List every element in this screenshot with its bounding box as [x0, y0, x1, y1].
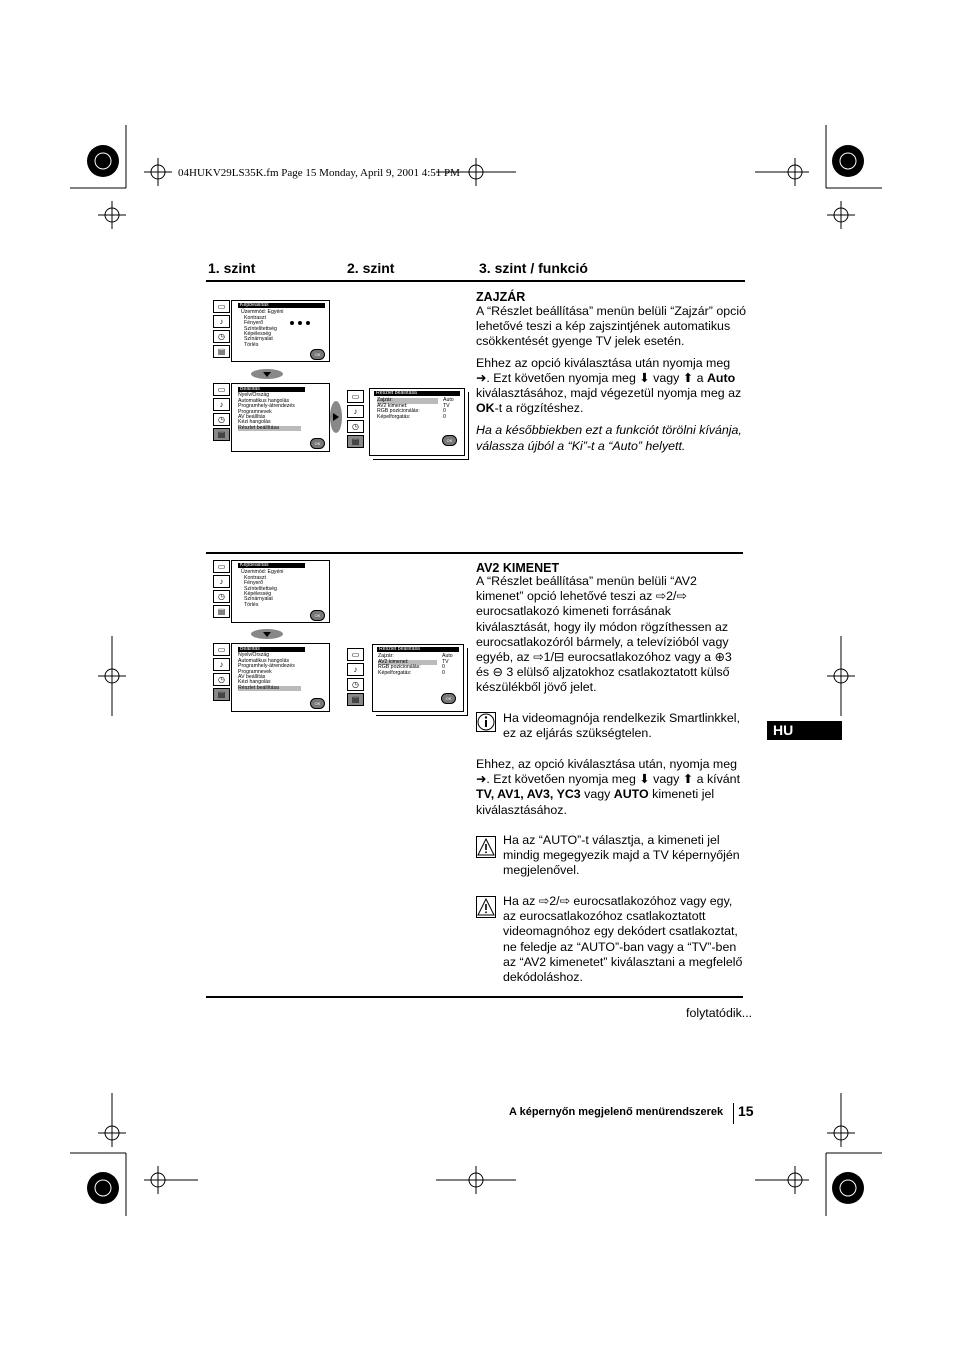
setup-icon: ▤	[347, 435, 364, 448]
menu-item: Üzemmód: Egyéni	[241, 309, 284, 316]
footer-section: A képernyőn megjelenő menürendszerek	[509, 1106, 724, 1118]
menu-item: AV beállítás	[238, 414, 266, 421]
detail-item-rgb: RGB pozicionálás: 0	[377, 408, 446, 415]
menu-item: Automatikus hangolás	[238, 657, 290, 664]
ok-button-icon: OK	[442, 435, 457, 446]
detail-item-rgb: RGB pozicionálás: 0	[378, 664, 445, 671]
detail-menu-screen	[372, 644, 464, 712]
warning-icon	[476, 896, 496, 916]
menu-item: Üzemmód: Egyéni	[241, 569, 284, 576]
file-info-header: 04HUKV29LS35K.fm Page 15 Monday, April 9, 2001 4:51 PM	[178, 167, 460, 179]
sound-icon: ♪	[213, 398, 230, 411]
setup-menu-title: Beállítás	[238, 647, 305, 652]
starburst-top-left	[87, 145, 119, 177]
right-arrow-icon: ➜	[476, 370, 487, 385]
ok-button-icon: OK	[441, 693, 456, 704]
zajzar-p1: A “Részlet beállítása” menün belüli “Zajzár” opció lehetővé teszi a kép zajszintjének automatikus csökkentését gyenge TV jelek esetén.	[476, 304, 746, 349]
slider-bars	[290, 321, 310, 325]
svideo-in-icon: ⊖	[492, 665, 503, 680]
menu-icon-column	[213, 300, 230, 360]
rule-middle	[206, 552, 743, 554]
picture-icon: ▭	[213, 560, 230, 573]
down-arrow-icon	[250, 368, 284, 380]
menu-item: Kontraszt	[244, 314, 266, 321]
setup-icon: ▤	[347, 693, 364, 706]
menu-item: Programnevek	[238, 408, 272, 415]
detail-item-rotation: Képelforgatás: 0	[377, 413, 446, 420]
ok-button-icon: OK	[310, 438, 325, 449]
setup-menu-screen	[231, 643, 330, 712]
scart-rgb-icon: ⊟	[553, 650, 565, 665]
menu-item: Kézi hangolás	[238, 679, 271, 686]
setup-icon: ▤	[213, 688, 230, 701]
menu-item: Programhely-átrendezés	[238, 663, 295, 670]
setup-menu-screen	[231, 383, 330, 452]
picture-menu-title: Képbeállítás	[238, 303, 325, 308]
setup-menu-title: Beállítás	[238, 387, 305, 392]
detail-item-rotation: Képelforgatás: 0	[378, 669, 445, 676]
video-in-icon: ⊕	[714, 650, 725, 665]
starburst-top-right	[832, 145, 864, 177]
detail-menu-title: Részlet beállítása	[374, 391, 460, 396]
sound-icon: ♪	[213, 575, 230, 588]
ok-button-icon: OK	[310, 698, 325, 709]
warning-icon	[476, 836, 496, 856]
menu-item: Kézi hangolás	[238, 419, 271, 426]
av2-body	[476, 574, 744, 702]
picture-menu-title: Képbeállítás	[238, 563, 305, 568]
detail-item-av2: AV2 kimenet: TV	[378, 658, 449, 665]
picture-menu-screen	[231, 560, 330, 623]
menu-item: Képélesség	[244, 331, 272, 338]
setup-icon: ▤	[213, 428, 230, 441]
sound-icon: ♪	[347, 663, 364, 676]
menu-item: Programhely-átrendezés	[238, 403, 295, 410]
detail-item-noise: Zajzár: Auto	[378, 653, 453, 660]
av2-p2: Ehhez, az opció kiválasztása után, nyomja meg ➜. Ezt követően nyomja meg ⬇ vagy ⬆ a kívánt TV, AV1, AV3, YC3 vagy AUTO kimeneti jel kiválasztásához.	[476, 757, 741, 817]
picture-icon: ▭	[347, 648, 364, 661]
menu-item: Képélesség	[244, 591, 272, 598]
av2-title: AV2 KIMENET	[476, 561, 560, 575]
timer-icon: ◷	[213, 590, 230, 603]
column-level3: 3. szint / funkció	[479, 260, 588, 276]
language-tab: HU	[767, 721, 842, 740]
footer-divider	[733, 1103, 734, 1124]
scart-in-icon: ⇨	[533, 650, 544, 665]
detail-menu-screen	[369, 388, 465, 456]
setup-icon: ▤	[213, 345, 230, 358]
detail-item-av2: AV2 kimenet: TV	[377, 402, 450, 409]
picture-icon: ▭	[213, 643, 230, 656]
timer-icon: ◷	[213, 330, 230, 343]
right-arrow-icon	[329, 400, 343, 434]
column-level2: 2. szint	[347, 260, 395, 276]
zajzar-p2: Ehhez az opció kiválasztása után nyomja meg ➜. Ezt követően nyomja meg ⬇ vagy ⬆ a Auto kiválasztásához, majd végezetül nyomja meg az OK-t a rögzítéshez.	[476, 355, 742, 416]
menu-item: Programnevek	[238, 668, 272, 675]
warning-note-decoder: Ha az ⇨2/⇨ eurocsatlakozóhoz vagy egy, az eurocsatlakozóhoz csatlakoztatott videomagnóhoz egy dekódert csatlakoztat, ne feledje az “AUTO”-ban vagy a “TV”-ben az “AV2 kimenetet” kiválasztani a megfelelő dekódoláshoz.	[503, 894, 743, 985]
menu-item: Fényerő	[244, 320, 264, 327]
timer-icon: ◷	[213, 673, 230, 686]
detail-item-noise: Zajzár: Auto	[377, 397, 454, 404]
menu-item: Fényerő	[244, 580, 264, 587]
menu-item: Színárnyalat	[244, 596, 273, 603]
rule-bottom	[206, 996, 743, 998]
zajzar-p3: Ha a későbbiekben ezt a funkciót törölni kívánja, válassza újból a “Ki”-t a “Auto” helyett.	[476, 423, 742, 453]
menu-icon-column	[347, 648, 364, 708]
down-arrow-icon: ⬇	[639, 772, 650, 787]
menu-icon-column	[213, 560, 230, 620]
warning-note-auto: Ha az “AUTO”-t választja, a kimeneti jel mindig megegyezik majd a TV képernyőjén megjelenővel.	[503, 833, 740, 878]
page-number: 15	[738, 1103, 754, 1119]
scart-out-icon: ⇨	[559, 894, 570, 908]
scart-in-icon: ⇨	[655, 589, 667, 604]
up-arrow-icon: ⬆	[682, 772, 694, 787]
sound-icon: ♪	[213, 658, 230, 671]
starburst-bottom-left	[87, 1172, 119, 1204]
menu-item-selected: Részlet beállítása	[238, 426, 301, 431]
column-level1: 1. szint	[208, 260, 256, 276]
av2-p1: A “Részlet beállítása” menün belüli “AV2 kimenet” opció lehetővé teszi az ⇨2/⇨ eurocsatlakozó kimeneti forrásának kiválasztását, hogy ily módon rögzíthessen az eurocsatlakozóról bármely, a televízióból vagy egyéb, az ⇨1/⊟ eurocsatlakozóhoz vagy a ⊕3 és ⊖ 3 elülső aljzatokhoz csatlakoztatott külső készülékből jövő jelet.	[476, 574, 732, 695]
timer-icon: ◷	[213, 413, 230, 426]
zajzar-title: ZAJZÁR	[476, 290, 526, 304]
info-icon	[476, 712, 496, 732]
sound-icon: ♪	[213, 315, 230, 328]
menu-item: Nyelv/Ország	[238, 392, 270, 399]
zajzar-body	[476, 304, 746, 460]
rule-top	[206, 280, 745, 282]
menu-item: Színtelítettség	[244, 585, 277, 592]
menu-icon-column	[213, 643, 230, 703]
ok-button-icon: OK	[310, 610, 325, 621]
up-arrow-icon: ⬆	[682, 370, 694, 385]
picture-icon: ▭	[213, 383, 230, 396]
menu-item-selected: Részlet beállítása	[238, 686, 301, 691]
picture-menu-screen	[231, 300, 330, 362]
menu-item: Nyelv/Ország	[238, 652, 270, 659]
ok-button-icon: OK	[310, 349, 325, 360]
menu-item: Automatikus hangolás	[238, 397, 290, 404]
detail-menu-title: Részlet beállítása	[377, 647, 459, 652]
timer-icon: ◷	[347, 678, 364, 691]
info-note: Ha videomagnója rendelkezik Smartlinkkel, ez az eljárás szükségtelen.	[503, 711, 740, 741]
sound-icon: ♪	[347, 405, 364, 418]
picture-icon: ▭	[347, 390, 364, 403]
timer-icon: ◷	[347, 420, 364, 433]
scart-out-icon: ⇨	[676, 589, 687, 604]
down-arrow-icon	[250, 628, 284, 640]
setup-icon: ▤	[213, 605, 230, 618]
down-arrow-icon: ⬇	[639, 370, 650, 385]
scart-in-icon: ⇨	[538, 894, 550, 908]
menu-item: Törlés	[244, 601, 259, 608]
menu-icon-column	[347, 390, 364, 450]
menu-item: Törlés	[244, 341, 259, 348]
menu-item: Színtelítettség	[244, 325, 277, 332]
menu-item: Színárnyalat	[244, 336, 273, 343]
picture-icon: ▭	[213, 300, 230, 313]
menu-icon-column	[213, 383, 230, 443]
continued-label: folytatódik...	[686, 1006, 753, 1020]
starburst-bottom-right	[832, 1172, 864, 1204]
right-arrow-icon: ➜	[476, 772, 487, 787]
menu-item: AV beállítás	[238, 674, 266, 681]
menu-item: Kontraszt	[244, 574, 266, 581]
